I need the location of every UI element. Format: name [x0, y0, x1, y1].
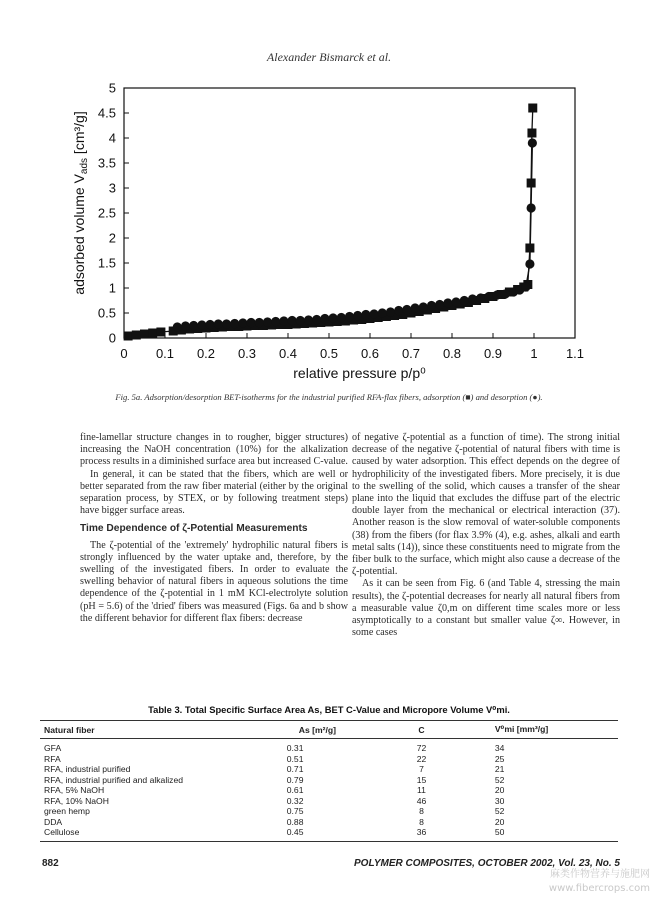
table-row: [40, 796, 618, 807]
point-desorption: [288, 316, 297, 325]
cell-vmi: 52: [494, 774, 505, 785]
point-desorption: [173, 322, 182, 331]
point-desorption: [419, 302, 428, 311]
cell-fiber: RFA, industrial purified and alkalized: [44, 774, 184, 785]
point-desorption: [279, 316, 288, 325]
body-column-right: [352, 432, 620, 639]
table-row: [40, 827, 618, 841]
point-adsorption: [148, 329, 157, 338]
x-tick-label: 1: [530, 346, 538, 361]
point-desorption: [271, 317, 280, 326]
cell-fiber: RFA: [44, 753, 61, 764]
point-adsorption: [528, 104, 537, 113]
plot-frame: [124, 88, 575, 338]
running-header: Alexander Bismarck et al.: [266, 50, 392, 64]
point-desorption: [296, 316, 305, 325]
point-desorption: [460, 296, 469, 305]
x-tick-label: 0.5: [319, 346, 339, 361]
y-tick-label: 2.5: [97, 205, 116, 221]
cell-as: 0.79: [286, 774, 304, 785]
point-desorption: [345, 312, 354, 321]
cell-as: 0.45: [286, 827, 304, 837]
point-adsorption: [525, 244, 534, 253]
paragraph: As it can be seen from Fig. 6 (and Table 4, stressing the main results), the ζ-potential decreases for nearly all natural fibers from a measurable value ζ0,m on different time scales more or less asymptotically to a constant but smaller value ζ∞. However, in some cases: [352, 578, 620, 639]
watermark-line: 麻类作物营养与施肥网: [550, 869, 650, 880]
x-tick-label: 0.1: [155, 346, 175, 361]
cell-c: 15: [416, 774, 427, 785]
cell-fiber: Cellulose: [44, 827, 80, 837]
body-column-left: [80, 432, 348, 625]
series-markers: [124, 104, 538, 341]
cell-c: 36: [416, 827, 427, 837]
y-axis-title-subscript: ads: [79, 157, 90, 175]
point-adsorption: [132, 331, 141, 340]
table-row: [40, 785, 618, 796]
cell-c: 8: [419, 816, 424, 827]
point-desorption: [427, 301, 436, 310]
table-body: [40, 739, 618, 842]
point-desorption: [312, 315, 321, 324]
figure-caption: Fig. 5a. Adsorption/desorption BET-isotherms for the industrial purified RFA-flax fibers, adsorption (■) and desorption (●).: [115, 392, 543, 402]
point-desorption: [222, 319, 231, 328]
cell-vmi: 30: [494, 795, 505, 806]
cell-fiber: RFA, industrial purified: [44, 764, 131, 774]
point-desorption: [402, 305, 411, 314]
point-desorption: [528, 138, 537, 147]
y-tick-label: 0.5: [97, 305, 116, 321]
point-desorption: [435, 300, 444, 309]
cell-fiber: DDA: [44, 816, 63, 827]
point-desorption: [361, 310, 370, 319]
paragraph: fine-lamellar structure changes in to rougher, bigger structures) increasing the NaOH concentration (10%) for the alkalization process results in a diminished surface area but increased C-value.: [80, 432, 348, 468]
cell-c: 7: [419, 764, 424, 774]
point-desorption: [337, 313, 346, 322]
y-tick-label: 1: [108, 280, 116, 296]
col-header-vmi: V⁰mi [mm³/g]: [494, 724, 549, 734]
point-desorption: [386, 307, 395, 316]
x-axis-ticks: [120, 333, 584, 361]
cell-fiber: RFA, 5% NaOH: [44, 785, 105, 795]
col-header-fiber: Natural fiber: [44, 724, 95, 735]
y-tick-label: 4.5: [97, 105, 116, 121]
table-row: [40, 817, 618, 828]
y-axis-title-unit: [cm³/g]: [71, 111, 87, 158]
y-axis-title: [71, 111, 90, 294]
x-tick-label: 0.7: [401, 346, 421, 361]
point-desorption: [247, 318, 256, 327]
cell-fiber: GFA: [44, 743, 62, 753]
paragraph: In general, it can be stated that the fibers, which are well or better separated from the raw fiber material (either by the original separation process, by STEX, or by following treatment steps) have bigger surface areas.: [80, 468, 348, 517]
cell-as: 0.75: [286, 806, 304, 816]
cell-c: 46: [416, 795, 427, 806]
journal-footer: POLYMER COMPOSITES, OCTOBER 2002, Vol. 23, No. 5: [354, 858, 620, 869]
point-desorption: [370, 309, 379, 318]
surface-area-table: [40, 720, 618, 842]
x-tick-label: 0.2: [196, 346, 216, 361]
col-header-c: C: [418, 724, 425, 735]
point-adsorption: [140, 330, 149, 339]
x-tick-label: 0.9: [483, 346, 503, 361]
paragraph: of negative ζ-potential as a function of time). The strong initial decrease of the negative ζ-potential of natural fibers with time is caused by water adsorption. This effect depends on the degree of hydrophilicity of the investigated fibers. More precisely, it is due to the swelling of the solid, which causes a transfer of the shear plane into the liquid that excludes the diffuse part of the electric double layer from the mechanical or electrical interaction (37). Another reason is the slow removal of water-soluble components (38) from the fibers (for flax 3.9% (4), e.g. ashes, alkali and earth metal salts (14)), since these constituents need to migrate from the fiber bulk to the surface, which might also cause a decrease of the ζ-potential.: [352, 432, 620, 578]
cell-as: 0.31: [286, 743, 304, 753]
cell-c: 72: [416, 743, 427, 753]
cell-vmi: 50: [494, 827, 505, 837]
x-tick-label: 0: [120, 346, 128, 361]
watermark-url: www.fibercrops.com: [548, 883, 650, 894]
point-desorption: [394, 306, 403, 315]
point-desorption: [329, 313, 338, 322]
point-desorption: [468, 294, 477, 303]
y-tick-label: 5: [108, 80, 116, 96]
bet-isotherm-chart: [0, 70, 658, 390]
cell-c: 11: [417, 785, 426, 795]
cell-as: 0.51: [286, 753, 304, 764]
x-tick-label: 0.3: [237, 346, 257, 361]
table-row: [40, 739, 618, 754]
table-caption: Table 3. Total Specific Surface Area As, BET C-Value and Micropore Volume V⁰mi.: [148, 704, 510, 715]
cell-fiber: green hemp: [44, 806, 90, 816]
cell-fiber: RFA, 10% NaOH: [44, 795, 109, 806]
point-adsorption: [527, 179, 536, 188]
point-desorption: [443, 298, 452, 307]
table-row: [40, 775, 618, 786]
point-adsorption: [527, 129, 536, 138]
point-desorption: [181, 321, 190, 330]
y-tick-label: 3: [108, 180, 116, 196]
x-tick-label: 0.6: [360, 346, 380, 361]
point-desorption: [476, 293, 485, 302]
point-desorption: [320, 314, 329, 323]
table-row: [40, 806, 618, 817]
point-desorption: [197, 320, 206, 329]
point-desorption: [452, 297, 461, 306]
point-desorption: [214, 319, 223, 328]
table-header-row: [40, 721, 618, 739]
point-desorption: [521, 282, 530, 291]
point-desorption: [411, 303, 420, 312]
cell-vmi: 25: [494, 753, 505, 764]
cell-as: 0.71: [286, 764, 304, 774]
cell-as: 0.61: [286, 785, 304, 795]
point-desorption: [493, 290, 502, 299]
x-axis-title: relative pressure p/p⁰: [293, 365, 426, 381]
point-adsorption: [124, 332, 133, 341]
point-desorption: [238, 318, 247, 327]
cell-vmi: 21: [494, 764, 505, 774]
table-row: [40, 754, 618, 765]
page-number: 882: [42, 858, 59, 869]
point-desorption: [378, 308, 387, 317]
col-header-as: As [m²/g]: [298, 724, 337, 735]
point-desorption: [255, 318, 264, 327]
point-desorption: [230, 319, 239, 328]
section-heading: Time Dependence of ζ-Potential Measurements: [80, 523, 308, 535]
cell-c: 8: [419, 806, 424, 816]
cell-as: 0.88: [286, 816, 304, 827]
point-desorption: [527, 203, 536, 212]
y-tick-label: 4: [108, 130, 116, 146]
cell-vmi: 34: [494, 743, 505, 753]
y-tick-label: 1.5: [97, 255, 116, 271]
point-desorption: [304, 315, 313, 324]
x-tick-label: 0.4: [278, 346, 298, 361]
table-row: [40, 764, 618, 775]
point-desorption: [484, 292, 493, 301]
point-desorption: [189, 321, 198, 330]
y-tick-label: 3.5: [97, 155, 116, 171]
x-tick-label: 0.8: [442, 346, 462, 361]
y-axis-title-main: adsorbed volume V: [71, 174, 87, 295]
x-tick-label: 1.1: [565, 346, 585, 361]
point-desorption: [206, 320, 215, 329]
table-3: [40, 720, 618, 842]
chart-axes: [124, 88, 575, 338]
cell-vmi: 20: [494, 816, 505, 827]
y-tick-label: 2: [108, 230, 116, 246]
cell-vmi: 52: [494, 806, 505, 816]
point-desorption: [525, 259, 534, 268]
point-desorption: [501, 289, 510, 298]
cell-c: 22: [416, 753, 427, 764]
point-desorption: [353, 311, 362, 320]
point-desorption: [263, 317, 272, 326]
point-adsorption: [156, 328, 165, 337]
y-tick-label: 0: [108, 330, 116, 346]
watermark: [549, 868, 650, 896]
cell-vmi: 20: [494, 785, 505, 795]
paragraph: The ζ-potential of the 'extremely' hydrophilic natural fibers is strongly influenced by the water uptake and, therefore, by the swelling of the investigated fibers. In order to evaluate the swelling behavior of natural fibers in aqueous solutions the time dependence of the ζ-potential in 1 mM KCl-electrolyte solution (pH = 5.6) of the 'dried' fibers was measured (Figs. 6a and b show the different behavior for different flax fibers: decrease: [80, 539, 348, 624]
cell-as: 0.32: [286, 795, 304, 806]
